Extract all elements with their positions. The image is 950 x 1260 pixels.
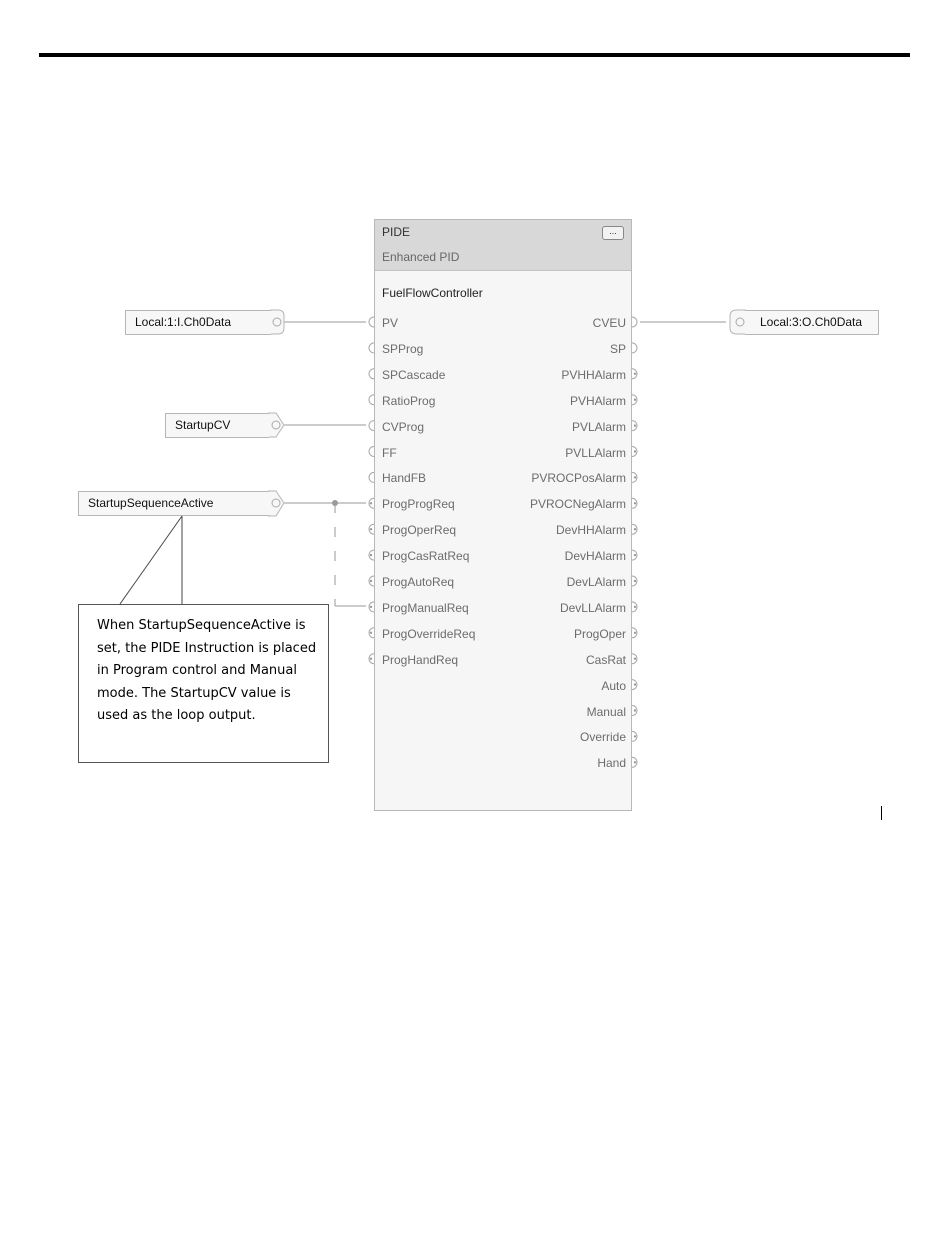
output-pin-label[interactable]: CasRat: [585, 652, 626, 667]
output-pin-boolean-dot: [634, 709, 636, 711]
output-pin-boolean-dot: [634, 761, 636, 763]
output-pin-label[interactable]: PVROCPosAlarm: [531, 471, 626, 486]
output-pin-label[interactable]: PVHAlarm: [569, 393, 626, 408]
output-pin-label[interactable]: Override: [579, 730, 626, 745]
output-pin-label[interactable]: PVLLAlarm: [565, 445, 626, 460]
output-pin-boolean-dot: [634, 632, 636, 634]
output-pin-boolean-dot: [634, 476, 636, 478]
output-pin-connector: [632, 343, 637, 353]
output-pin-label[interactable]: DevLAlarm: [566, 575, 626, 589]
output-pin-boolean-dot: [634, 735, 636, 737]
input-pin-boolean-dot: [370, 632, 372, 634]
output-pin-label[interactable]: ProgOper: [573, 626, 626, 641]
output-pin-boolean-dot: [634, 528, 636, 530]
output-pin-label[interactable]: PVLAlarm: [571, 419, 626, 434]
input-pin-boolean-dot: [370, 606, 372, 608]
text-cursor-mark: [881, 806, 882, 820]
block-header: [375, 220, 631, 271]
output-pin-label[interactable]: DevHAlarm: [564, 549, 626, 564]
input-reference-pv[interactable]: Local:1:I.Ch0Data: [125, 310, 271, 335]
input-pin-boolean-dot: [370, 554, 372, 556]
input-pin-boolean-dot: [370, 502, 372, 504]
output-pin-label[interactable]: Hand: [597, 756, 626, 771]
output-pin-label[interactable]: DevHHAlarm: [555, 523, 626, 538]
input-reference-startupcv[interactable]: StartupCV: [165, 413, 269, 438]
input-pin-label[interactable]: ProgProgReq: [382, 497, 455, 512]
output-pin-label[interactable]: SP: [609, 341, 626, 356]
input-pin-label[interactable]: SPProg: [382, 341, 424, 356]
input-pin-label[interactable]: HandFB: [382, 471, 427, 486]
output-pin-label[interactable]: Manual: [586, 704, 626, 719]
output-pin-boolean-dot: [634, 554, 636, 556]
output-pin-boolean-dot: [634, 399, 636, 401]
output-reference-cveu[interactable]: Local:3:O.Ch0Data: [745, 310, 879, 335]
callout-note: When StartupSequenceActive is set, the PIDE Instruction is placed in Program control and Manual mode. The StartupCV value is used as the loop output.: [78, 604, 329, 763]
output-pin-markers: [632, 317, 637, 767]
callout-leader-left: [120, 516, 182, 604]
input-pin-boolean-dot: [370, 658, 372, 660]
output-pin-label[interactable]: CVEU: [592, 316, 626, 330]
output-pin-boolean-dot: [634, 580, 636, 582]
ref-cap-startupcv: [268, 413, 284, 437]
input-pin-label[interactable]: SPCascade: [382, 367, 446, 382]
output-pin-label[interactable]: DevLLAlarm: [559, 600, 626, 615]
input-pin-boolean-dot: [370, 528, 372, 530]
input-pin-label[interactable]: RatioProg: [382, 393, 436, 408]
block-properties-button[interactable]: ...: [602, 226, 624, 240]
output-pin-boolean-dot: [634, 424, 636, 426]
output-pin-label[interactable]: PVROCNegAlarm: [529, 497, 626, 512]
output-pin-label[interactable]: Auto: [601, 678, 626, 693]
block-type-label: PIDE: [382, 225, 411, 239]
input-pin-boolean-dot: [370, 580, 372, 582]
pide-function-block[interactable]: [374, 219, 632, 811]
ref-cap-startupseq: [268, 491, 284, 516]
input-pin-label[interactable]: ProgOverrideReq: [382, 626, 476, 641]
block-tag-name: FuelFlowController: [382, 286, 483, 300]
output-pin-label[interactable]: PVHHAlarm: [561, 367, 626, 382]
input-pin-label[interactable]: ProgAutoReq: [382, 575, 455, 589]
output-pin-boolean-dot: [634, 683, 636, 685]
output-pin-boolean-dot: [634, 450, 636, 452]
output-pin-boolean-dot: [634, 658, 636, 660]
input-pin-label[interactable]: ProgManualReq: [382, 600, 469, 615]
output-pin-connector: [632, 317, 637, 327]
ref-cap-pv: [270, 310, 284, 334]
output-pin-boolean-dot: [634, 502, 636, 504]
input-pin-label[interactable]: ProgCasRatReq: [382, 549, 470, 564]
input-pin-label[interactable]: FF: [382, 445, 397, 460]
output-pin-boolean-dot: [634, 606, 636, 608]
output-pin-boolean-dot: [634, 373, 636, 375]
input-pin-label[interactable]: PV: [382, 316, 399, 330]
input-pin-label[interactable]: CVProg: [382, 419, 425, 434]
input-reference-startupsequenceactive[interactable]: StartupSequenceActive: [78, 491, 269, 516]
input-pin-label[interactable]: ProgHandReq: [382, 652, 459, 667]
block-description: Enhanced PID: [382, 250, 460, 264]
input-pin-label[interactable]: ProgOperReq: [382, 523, 457, 538]
